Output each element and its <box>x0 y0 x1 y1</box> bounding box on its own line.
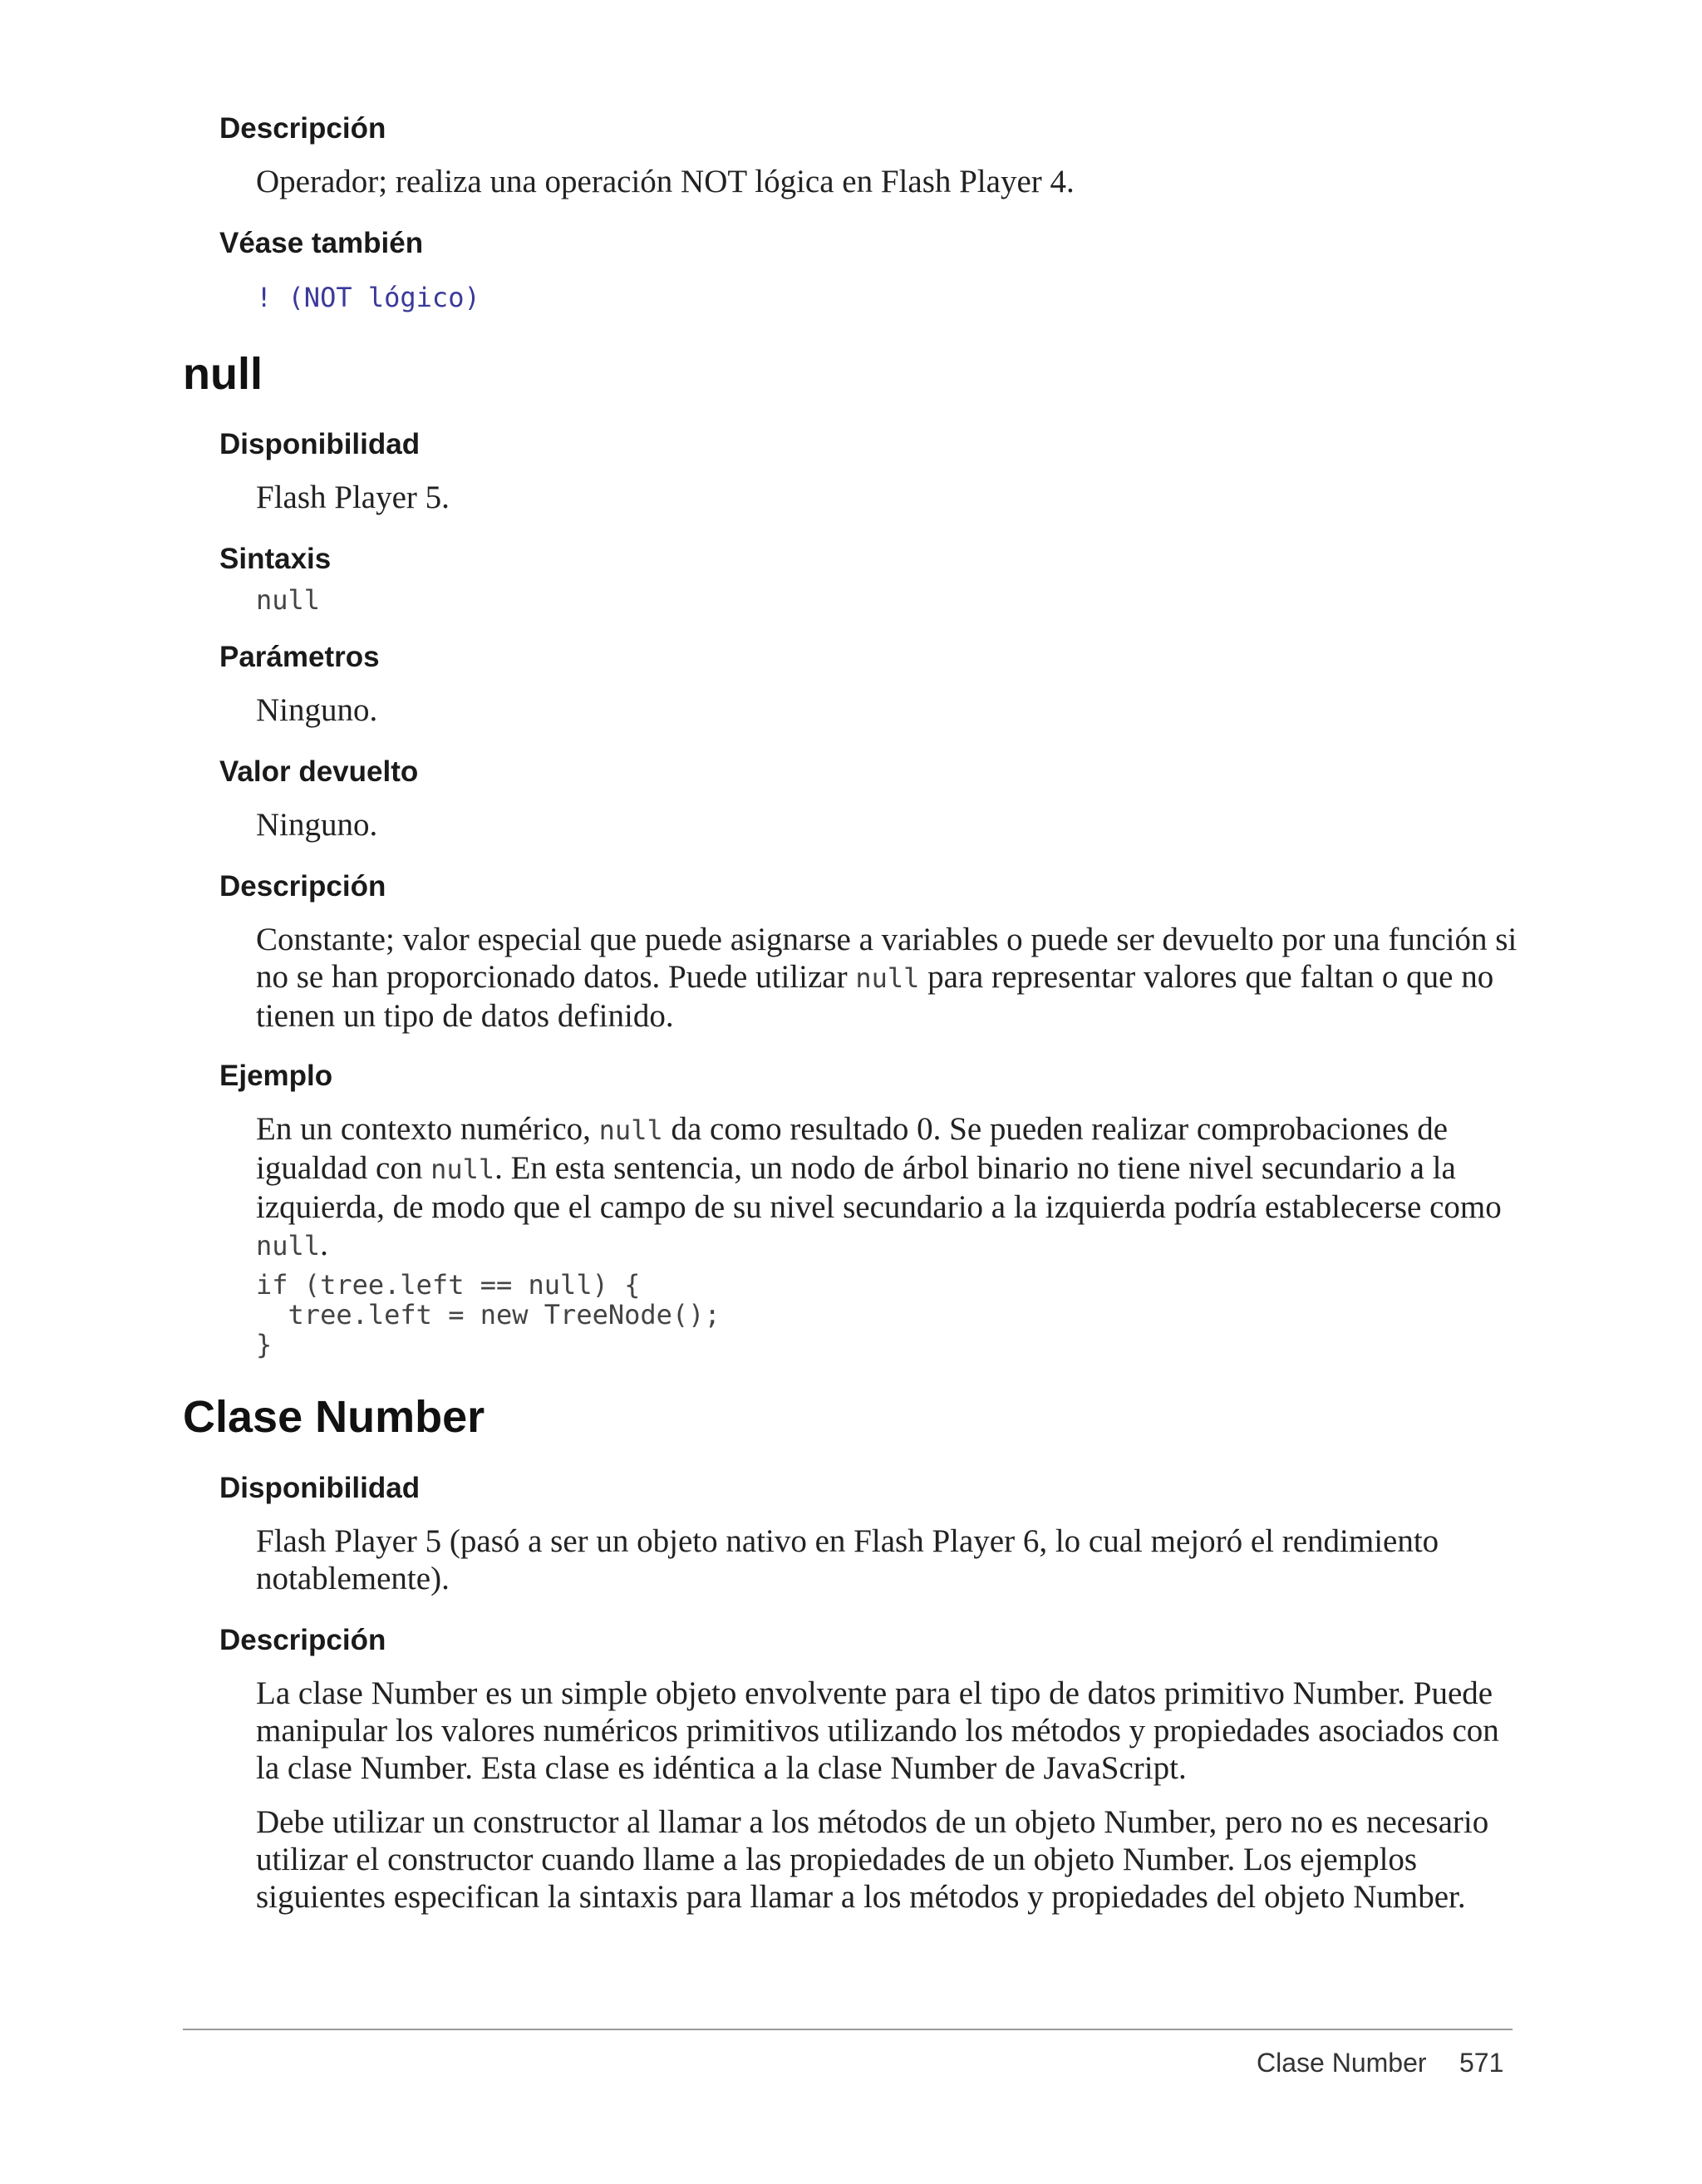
null-description-text <box>256 921 1519 1035</box>
number-description-heading: Descripción <box>219 1624 386 1656</box>
null-availability-heading: Disponibilidad <box>219 428 421 460</box>
null-ex-part1: En un contexto numérico, <box>256 1111 599 1147</box>
null-ex-code2: null <box>430 1153 495 1185</box>
null-desc-part2: para representar valores que faltan o que no tienen un tipo de datos definido. <box>256 959 1494 1034</box>
null-desc-code: null <box>855 962 920 994</box>
null-section-title: null <box>183 349 263 399</box>
null-ex-code1: null <box>598 1114 663 1146</box>
null-returns-heading: Valor devuelto <box>219 755 419 788</box>
number-availability-text: Flash Player 5 (pasó a ser un objeto nativo en Flash Player 6, lo cual mejoró el rendimiento notablemente). <box>256 1523 1439 1596</box>
footer-page-number: 571 <box>1459 2048 1504 2078</box>
null-syntax-heading: Sintaxis <box>219 543 332 575</box>
not-logical-link[interactable]: ! (NOT lógico) <box>256 282 480 313</box>
null-ex-part3: . En esta sentencia, un nodo de árbol binario no tiene nivel secundario a la izquierda, de modo que el campo de su nivel secundario a la izquierda podría establecerse como <box>256 1150 1502 1225</box>
null-returns-text: Ninguno. <box>256 807 378 843</box>
footer-divider <box>183 2029 1513 2030</box>
number-availability-heading: Disponibilidad <box>219 1472 421 1504</box>
not-see-also-heading: Véase también <box>219 227 424 259</box>
number-description-paragraph-1: La clase Number es un simple objeto envolvente para el tipo de datos primitivo Number. Puede manipular los valores numéricos primitivos utilizando los métodos y propiedades asociados con la clase Number. Esta clase es idéntica a la clase Number de JavaScript. <box>256 1675 1499 1786</box>
null-example-heading: Ejemplo <box>219 1060 333 1092</box>
not-description-text: Operador; realiza una operación NOT lógica en Flash Player 4. <box>256 164 1075 199</box>
not-description-heading: Descripción <box>219 112 386 145</box>
null-availability-text: Flash Player 5. <box>256 480 450 515</box>
number-description-paragraph-2: Debe utilizar un constructor al llamar a los métodos de un objeto Number, pero no es necesario utilizar el constructor cuando llame a las propiedades de un objeto Number. Los ejemplos siguientes especifican la sintaxis para llamar a los métodos y propiedades del objeto Number. <box>256 1804 1489 1915</box>
footer-section-name: Clase Number <box>1257 2048 1427 2078</box>
null-example-text <box>256 1110 1519 1265</box>
null-syntax-code: null <box>256 584 321 616</box>
null-desc-part1: Constante; valor especial que puede asignarse a variables o puede ser devuelto por una función si no se han proporcionado datos. Puede utilizar <box>256 922 1518 995</box>
null-ex-code3: null <box>256 1230 321 1262</box>
null-params-heading: Parámetros <box>219 641 380 673</box>
null-params-text: Ninguno. <box>256 692 378 728</box>
null-ex-part4: . <box>320 1227 328 1262</box>
number-section-title: Clase Number <box>183 1392 485 1442</box>
null-description-heading: Descripción <box>219 870 386 903</box>
null-ex-part2: da como resultado 0. Se pueden realizar comprobaciones de igualdad con <box>256 1111 1449 1186</box>
null-example-code-block: if (tree.left == null) { tree.left = new TreeNode(); } <box>256 1269 721 1360</box>
